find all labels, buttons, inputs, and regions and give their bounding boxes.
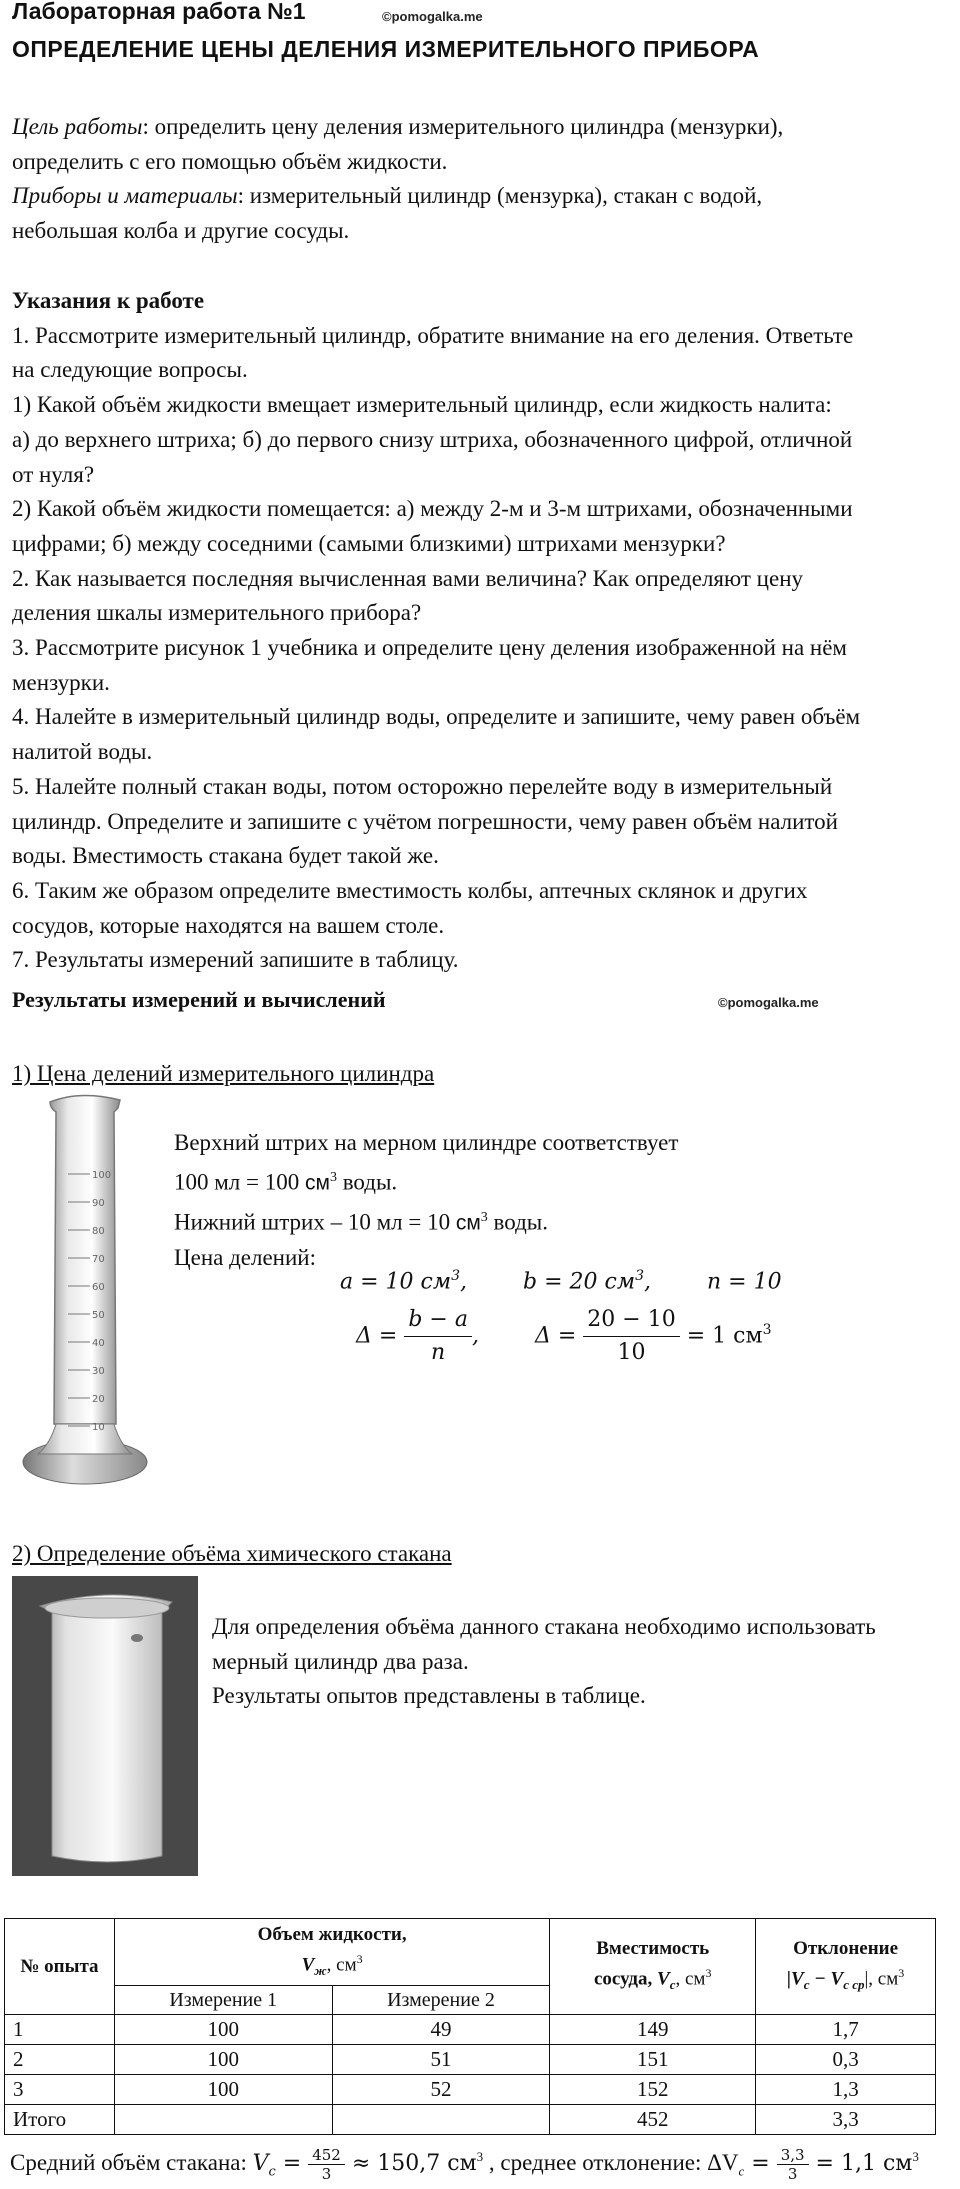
- cylinder-scale-label: 70: [92, 1254, 105, 1265]
- cell-m1: 100: [114, 2075, 332, 2105]
- watermark: ©pomogalka.me: [382, 9, 483, 24]
- cell-m1: 100: [114, 2045, 332, 2075]
- instruction-line: 1. Рассмотрите измерительный цилиндр, обратите внимание на его деления. Ответьте: [12, 322, 854, 348]
- formula-division: Δ = $\frac{b - a}{n}$ , Δ = $\frac{20 - 10}{10}$ = 1 $см^3$: [356, 1304, 771, 1369]
- footer-summary: Средний объём стакана: $V_c$ = $\frac{452}{3}$ ≈ 150,7 $см^3$ , среднее отклонение: $\Delta V_c$ = $\frac{3,3}{3}$ = 1,1 $см^3$: [10, 2146, 919, 2183]
- col-header-m2: Измерение 2: [332, 1986, 550, 2015]
- cell-m2: 51: [332, 2045, 550, 2075]
- cell-m2: 52: [332, 2075, 550, 2105]
- cylinder-scale-label: 50: [92, 1310, 105, 1321]
- formula-given: a = 10 $см^3$, b = 20 $см^3$, n = 10: [340, 1268, 782, 1295]
- instruction-line: 2) Какой объём жидкости помещается: а) между 2-м и 3-м штрихами, обозначенными: [12, 496, 853, 522]
- instruction-line: 4. Налейте в измерительный цилиндр воды, определите и запишите, чему равен объём: [12, 704, 861, 730]
- cell-no: 2: [5, 2045, 115, 2075]
- instruction-line: 1) Какой объём жидкости вмещает измерительный цилиндр, если жидкость налита:: [12, 392, 832, 418]
- cylinder-scale-label: 90: [92, 1198, 105, 1209]
- col-header-m1: Измерение 1: [114, 1986, 332, 2015]
- table-header-row: [5, 1919, 936, 1986]
- instruction-line: 3. Рассмотрите рисунок 1 учебника и определите цену деления изображенной на нём: [12, 635, 847, 661]
- results-table: [4, 1918, 936, 2135]
- instruction-line: на следующие вопросы.: [12, 357, 248, 383]
- instructions-list: [12, 319, 860, 978]
- cylinder-scale-label: 100: [92, 1170, 112, 1181]
- instruction-line: воды. Вместимость стакана будет такой же.: [12, 843, 439, 869]
- beaker-image: [12, 1576, 198, 1876]
- cylinder-scale-label: 60: [92, 1282, 105, 1293]
- section1-title: 1) Цена делений измерительного цилиндра: [12, 1061, 435, 1086]
- instructions-heading: Указания к работе: [12, 288, 205, 313]
- instruction-line: цилиндр. Определите и запишите с учётом погрешности, чему равен объём налитой: [12, 808, 838, 834]
- instruction-line: сосудов, которые находятся на вашем столе.: [12, 912, 445, 938]
- goal-paragraph: Цель работы: определить цену деления измерительного цилиндра (мензурки), определить с его помощью объём жидкости. Приборы и материалы: измерительный цилиндр (мензурка), стакан с водой, небольшая колба и другие сосуды.: [12, 114, 784, 244]
- table-row: [5, 2015, 936, 2045]
- instruction-line: цифрами; б) между соседними (самыми близкими) штрихами мензурки?: [12, 530, 726, 556]
- section1-text: Верхний штрих на мерном цилиндре соответствует 100 мл = 100 $см^3$ воды. Нижний штрих – 10 мл = 10 $см^3$ воды. Цена делений:: [174, 1130, 679, 1271]
- table-row: [5, 2045, 936, 2075]
- tools-label: Приборы и материалы: [12, 183, 238, 209]
- watermark: ©pomogalka.me: [718, 995, 819, 1010]
- cylinder-scale-label: 40: [92, 1338, 105, 1349]
- cylinder-scale-label: 80: [92, 1226, 105, 1237]
- cell-no: 1: [5, 2015, 115, 2045]
- cell-dev: 0,3: [756, 2045, 936, 2075]
- cylinder-scale-label: 30: [92, 1366, 105, 1377]
- col-header-deviation: Отклонение $|V_c - V_{c ср}|$, $см^3$: [756, 1919, 936, 2015]
- col-header-capacity: Вместимость сосуда, $V_c$, $см^3$: [550, 1919, 756, 2015]
- section2-title: 2) Определение объёма химического стакана: [12, 1541, 452, 1566]
- cell-cap: 149: [550, 2015, 756, 2045]
- table-row: [5, 2075, 936, 2105]
- instructions-block: [12, 284, 860, 978]
- instruction-line: а) до верхнего штриха; б) до первого снизу штриха, обозначенного цифрой, отличной: [12, 426, 853, 452]
- instruction-line: 7. Результаты измерений запишите в таблицу.: [12, 947, 459, 973]
- cell-cap: 151: [550, 2045, 756, 2075]
- cylinder-scale-label: 20: [92, 1394, 105, 1405]
- instruction-line: 5. Налейте полный стакан воды, потом осторожно перелейте воду в измерительный: [12, 773, 833, 799]
- instruction-line: 6. Таким же образом определите вместимость колбы, аптечных склянок и других: [12, 877, 808, 903]
- cylinder-scale-label: 10: [92, 1422, 105, 1433]
- instruction-line: мензурки.: [12, 669, 110, 695]
- cell-dev: 1,7: [756, 2015, 936, 2045]
- cell-m2: 49: [332, 2015, 550, 2045]
- main-title: ОПРЕДЕЛЕНИЕ ЦЕНЫ ДЕЛЕНИЯ ИЗМЕРИТЕЛЬНОГО ПРИБОРА: [12, 36, 760, 62]
- lab-title: Лабораторная работа №1: [12, 0, 306, 24]
- cell-m1: 100: [114, 2015, 332, 2045]
- results-heading: Результаты измерений и вычислений: [12, 987, 386, 1012]
- instruction-line: налитой воды.: [12, 739, 153, 765]
- section2-text: Для определения объёма данного стакана необходимо использовать мерный цилиндр два раза. Результаты опытов представлены в таблице.: [212, 1614, 876, 1709]
- col-header-no: № опыта: [5, 1919, 115, 2015]
- table-total-row: Итого 452 3,3: [5, 2105, 936, 2135]
- instruction-line: деления шкалы измерительного прибора?: [12, 600, 422, 626]
- measuring-cylinder-image: [20, 1094, 150, 1504]
- col-header-volume: Объем жидкости, $V_ж$, $см^3$: [114, 1919, 549, 1986]
- cell-cap: 152: [550, 2075, 756, 2105]
- instruction-line: от нуля?: [12, 461, 95, 487]
- cell-no: 3: [5, 2075, 115, 2105]
- goal-label: Цель работы: [12, 114, 143, 139]
- cell-dev: 1,3: [756, 2075, 936, 2105]
- instruction-line: 2. Как называется последняя вычисленная вами величина? Как определяют цену: [12, 565, 804, 591]
